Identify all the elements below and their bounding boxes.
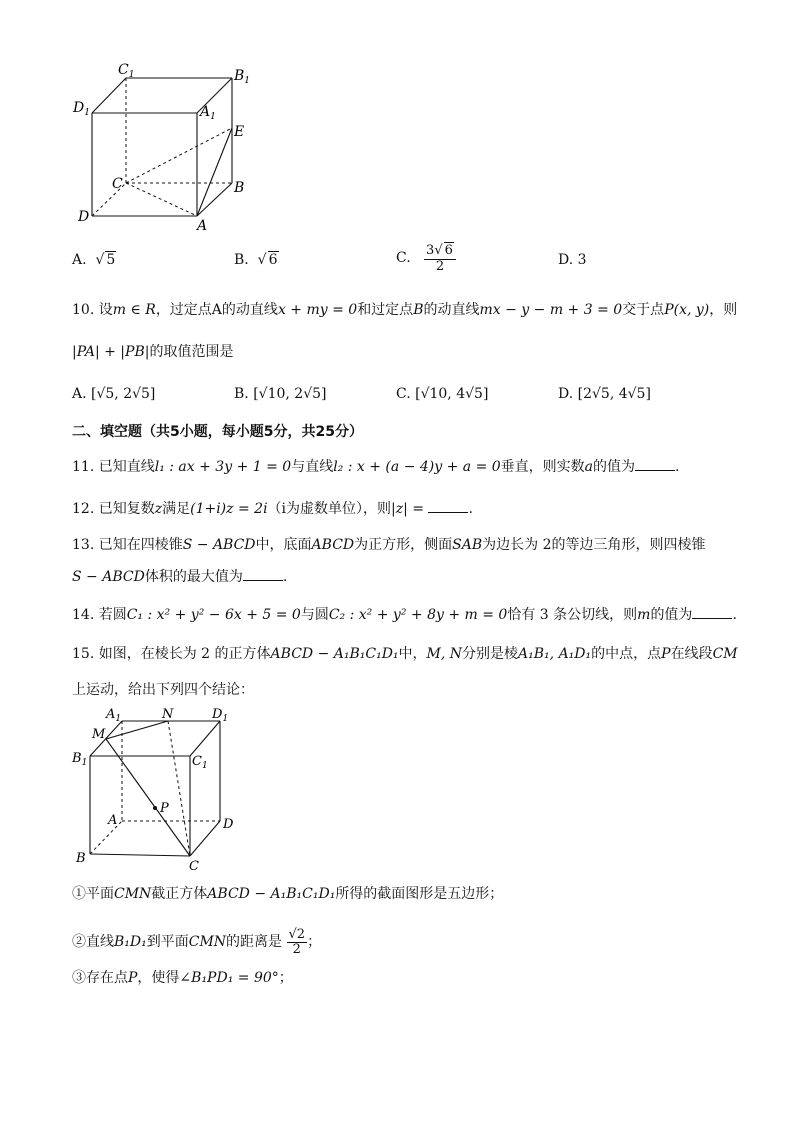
q9-option-b: B. √ 6 <box>234 252 278 268</box>
q9-option-c: C. $\frac{3√ 6}{2}$ <box>396 242 456 274</box>
q10-stem-line2: |PA| + |PB|的取值范围是 <box>72 344 234 360</box>
label-m: M <box>92 727 106 742</box>
label-e: E <box>234 124 245 140</box>
q13-line1: 13. 已知在四棱锥S − ABCD中，底面ABCD为正方形，侧面SAB为边长为 2的等边三角形，则四棱锥 <box>72 537 706 553</box>
label-p: P <box>160 801 169 816</box>
label-n: N <box>162 707 174 722</box>
label-b: B <box>76 851 86 866</box>
label-a1: $A_1$ <box>200 104 216 122</box>
label-b: B <box>234 180 245 196</box>
label-c: C <box>112 176 123 192</box>
label-d1: $D_1$ <box>73 100 90 118</box>
cube-figure-1 <box>70 58 270 230</box>
conclusion-1: ①平面CMN截正方体ABCD − A₁B₁C₁D₁所得的截面图形是五边形； <box>72 886 504 902</box>
q9-option-a: A. √ 5 <box>72 252 116 268</box>
q9-option-d: D. 3 <box>558 252 587 268</box>
label-d1: $D_1$ <box>212 707 229 724</box>
answer-blank <box>428 498 468 513</box>
conclusion-3: ③存在点P，使得∠B₁PD₁ = 90°； <box>72 970 293 986</box>
q10-stem-line1: 10. 设m ∈ R，过定点A的动直线x + my = 0和过定点B的动直线mx − y − m + 3 = 0交于点P(x, y)，则 <box>72 302 738 318</box>
q12: 12. 已知复数z满足(1+i)z = 2i（i为虚数单位），则|z| = . <box>72 498 473 519</box>
cube-figure-2 <box>70 704 250 874</box>
label-a: A <box>108 813 118 828</box>
q10-option-c: C. [√10, 4√5] <box>396 386 489 402</box>
section-2-heading: 二、填空题（共5小题，每小题5分，共25分） <box>72 424 363 440</box>
q10-option-b: B. [√10, 2√5] <box>234 386 327 402</box>
answer-blank <box>692 604 732 619</box>
answer-blank <box>635 456 675 471</box>
label-b1: $B_1$ <box>72 751 88 768</box>
label-b1: $B_1$ <box>234 68 251 86</box>
answer-blank <box>243 566 283 581</box>
label-d: D <box>78 209 90 225</box>
label-c: C <box>189 859 199 874</box>
label-c1: $C_1$ <box>192 754 208 771</box>
label-c1: $C_1$ <box>118 62 135 80</box>
q14: 14. 若圆C₁ : x² + y² − 6x + 5 = 0与圆C₂ : x² + y² + 8y + m = 0恰有 3 条公切线，则m的值为 . <box>72 604 737 625</box>
q10-option-d: D. [2√5, 4√5] <box>558 386 651 402</box>
label-a1: $A_1$ <box>106 707 122 724</box>
q10-option-a: A. [√5, 2√5] <box>72 386 156 402</box>
label-a: A <box>197 218 208 230</box>
label-d: D <box>223 817 234 832</box>
q13-line2: S − ABCD体积的最大值为 . <box>72 566 287 587</box>
q15-line1: 15. 如图，在棱长为 2 的正方体ABCD − A₁B₁C₁D₁中，M, N分别是棱A₁B₁, A₁D₁的中点，点P在线段CM <box>72 646 738 662</box>
q15-line2: 上运动，给出下列四个结论： <box>72 682 254 698</box>
conclusion-2: ②直线B₁D₁到平面CMN的距离是 $\frac{√2}{2}$ ； <box>72 926 322 957</box>
q11: 11. 已知直线l₁ : ax + 3y + 1 = 0与直线l₂ : x + (a − 4)y + a = 0垂直，则实数a的值为 . <box>72 456 679 477</box>
